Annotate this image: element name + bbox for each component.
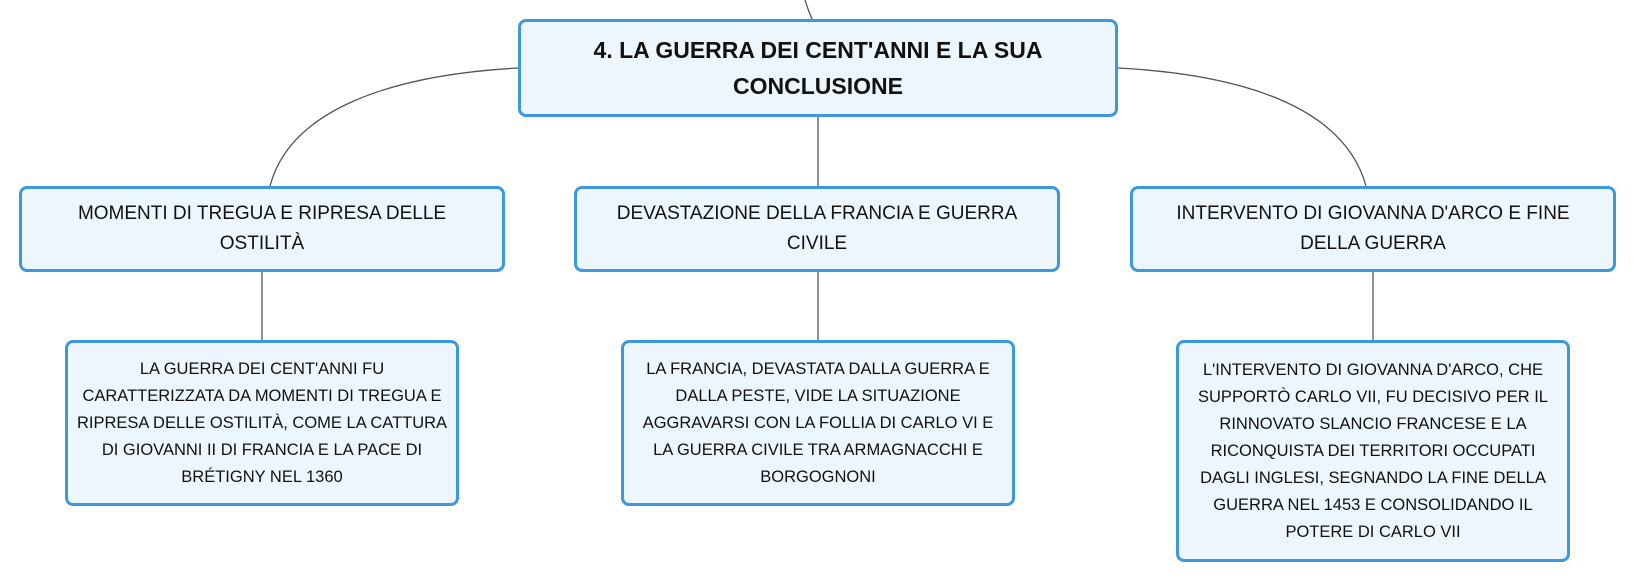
detail-text: LA GUERRA DEI CENT'ANNI FU CARATTERIZZATA DA MOMENTI DI TREGUA E RIPRESA DELLE OSTILITÀ, COME LA CATTURA DI GIOVANNI II DI FRANCIA E LA PACE DI BRÉTIGNY NEL 1360	[76, 359, 448, 486]
branch-title: MOMENTI DI TREGUA E RIPRESA DELLE OSTILITÀ	[77, 203, 447, 254]
detail-node-joan-of-arc[interactable]	[1176, 340, 1570, 562]
detail-node-devastation[interactable]	[621, 340, 1015, 506]
branch-node-devastation[interactable]	[574, 186, 1060, 272]
detail-text: LA FRANCIA, DEVASTATA DALLA GUERRA E DALLA PESTE, VIDE LA SITUAZIONE AGGRAVARSI CON LA FOLLIA DI CARLO VI E LA GUERRA CIVILE TRA ARMAGNACCHI E BORGOGNONI	[642, 359, 994, 486]
branch-node-truce[interactable]	[19, 186, 505, 272]
branch-title: DEVASTAZIONE DELLA FRANCIA E GUERRA CIVILE	[616, 203, 1018, 254]
detail-text: L'INTERVENTO DI GIOVANNA D'ARCO, CHE SUPPORTÒ CARLO VII, FU DECISIVO PER IL RINNOVATO SLANCIO FRANCESE E LA RICONQUISTA DEI TERRITORI OCCUPATI DAGLI INGLESI, SEGNANDO LA FINE DELLA GUERRA NEL 1453 E CONSOLIDANDO IL POTERE DI CARLO VII	[1198, 360, 1548, 541]
connector-root-to-branch-1	[270, 68, 518, 186]
detail-node-truce[interactable]	[65, 340, 459, 506]
connector-from-parent	[805, 0, 812, 19]
root-topic-node[interactable]	[518, 19, 1118, 117]
root-topic-text: 4. LA GUERRA DEI CENT'ANNI E LA SUA CONCLUSIONE	[593, 37, 1043, 99]
connector-root-to-branch-3	[1118, 68, 1366, 186]
branch-title: INTERVENTO DI GIOVANNA D'ARCO E FINE DELLA GUERRA	[1176, 203, 1570, 254]
branch-node-joan-of-arc[interactable]	[1130, 186, 1616, 272]
